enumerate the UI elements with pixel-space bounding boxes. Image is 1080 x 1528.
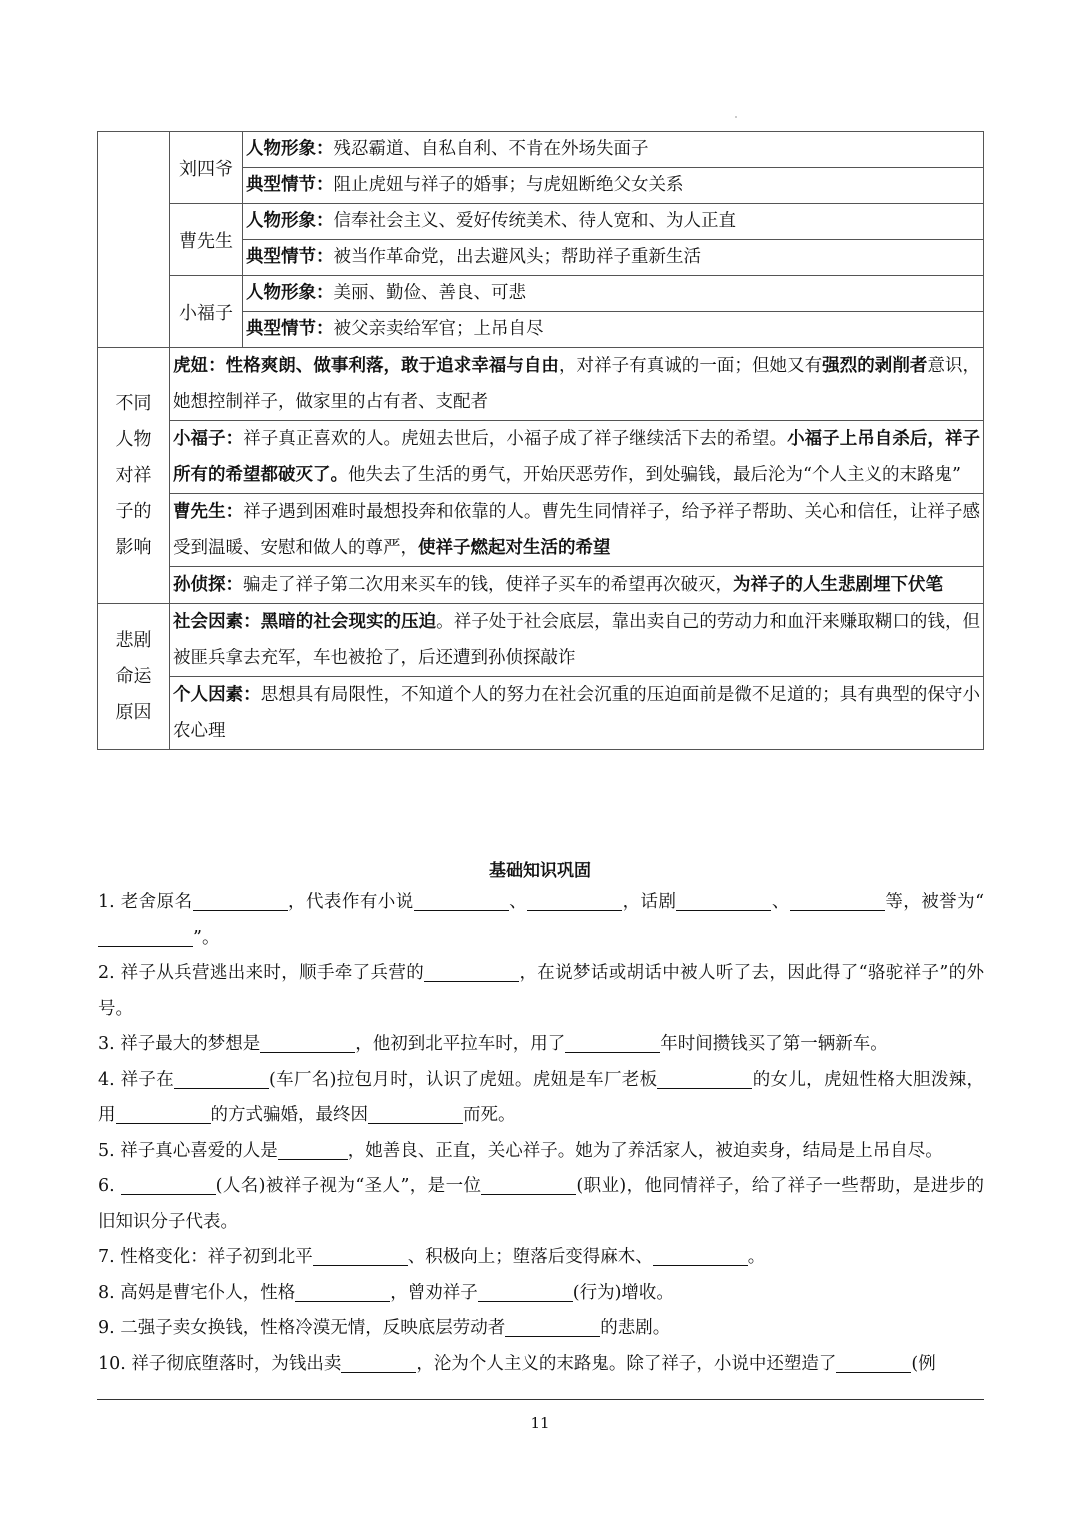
answer-blank[interactable] [121, 1172, 216, 1195]
text-run: 使祥子燃起对生活的希望 [418, 538, 611, 558]
question-text: (例 [911, 1353, 936, 1374]
question-text: 3. 祥子最大的梦想是 [98, 1034, 261, 1054]
text-run: 。祥子处于社会底层，靠出卖自己的劳动力和血汗来赚取糊口的钱，但被匪兵拿去充军，车也被抢了，后还遭到孙侦探敲诈 [173, 612, 981, 668]
section-title-char: 原因 [115, 701, 152, 723]
question-item [98, 1240, 984, 1276]
image-label: 人物形象： [246, 211, 334, 231]
person-image [243, 204, 984, 240]
question-text: 、 [508, 892, 528, 912]
answer-blank[interactable] [193, 888, 288, 911]
text-run: 思想具有局限性，不知道个人的努力在社会沉重的压迫面前是微不足道的；具有典型的保守小农心理 [173, 685, 981, 741]
question-item [98, 1134, 984, 1170]
question-text: ，曾劝祥子 [390, 1282, 478, 1303]
person-name: 曹先生 [170, 204, 243, 276]
answer-blank[interactable] [653, 1243, 748, 1266]
question-text: 年时间攒钱买了第一辆新车。 [660, 1034, 888, 1054]
question-text: ，他初到北平拉车时，用了 [355, 1034, 566, 1054]
question-text: ，话剧 [622, 892, 677, 912]
person-row [98, 132, 984, 168]
influence-row [98, 494, 984, 567]
character-table [97, 131, 984, 750]
answer-blank[interactable] [295, 1279, 390, 1302]
section-title-char: 不同 [115, 392, 152, 414]
text-run: 个人因素： [173, 685, 261, 705]
section-title-char: 影响 [115, 536, 152, 558]
influence-text [170, 567, 984, 604]
section-title-char: 子的 [115, 500, 152, 522]
question-text: 10. 祥子彻底堕落时，为钱出卖 [98, 1353, 342, 1374]
influence-title [98, 348, 170, 604]
question-text: 1. 老舍原名 [98, 892, 193, 912]
text-run: 虎妞：性格爽朗、做事利落，敢于追求幸福与自由 [173, 356, 559, 376]
text-run: 小福子上吊自杀后，祥子所有的希望都破灭了。 [173, 429, 981, 485]
text-run: 骗走了祥子第二次用来买车的钱，使祥子买车的希望再次破灭， [243, 575, 733, 595]
question-item [98, 956, 984, 1027]
influence-row [98, 421, 984, 494]
image-text: 美丽、勤俭、善良、可悲 [333, 283, 526, 303]
answer-blank[interactable] [505, 1314, 600, 1337]
question-item [98, 1063, 984, 1134]
answer-blank[interactable] [98, 924, 193, 947]
plot-text: 阻止虎妞与祥子的婚事；与虎妞断绝父女关系 [333, 175, 684, 195]
person-row [98, 204, 984, 240]
question-text: ，代表作有小说 [287, 892, 414, 912]
question-text: 的方式骗婚，最终因 [210, 1105, 368, 1125]
section-title: 基础知识巩固 [489, 861, 591, 881]
section-blank-cell [98, 132, 170, 348]
answer-blank[interactable] [424, 959, 519, 982]
answer-blank[interactable] [790, 888, 885, 911]
answer-blank[interactable] [260, 1030, 355, 1053]
answer-blank[interactable] [657, 1066, 752, 1089]
answer-blank[interactable] [676, 888, 771, 911]
question-text: 7. 性格变化：祥子初到北平 [98, 1247, 313, 1267]
question-text: 的悲剧。 [600, 1318, 671, 1338]
image-text: 信奉社会主义、爱好传统美术、待人宽和、为人正直 [333, 211, 736, 231]
plot-label: 典型情节： [246, 319, 334, 339]
question-text: 2. 祥子从兵营逃出来时，顺手牵了兵营的 [98, 963, 425, 983]
question-item [98, 1169, 984, 1240]
question-text: ，她善良、正直，关心祥子。她为了养活家人，被迫卖身，结局是上吊自尽。 [347, 1140, 943, 1161]
person-row [98, 276, 984, 312]
answer-blank[interactable] [481, 1172, 576, 1195]
question-text: (行为)增收。 [572, 1282, 674, 1303]
text-run: 强烈的剥削者 [822, 356, 928, 376]
influence-text [170, 494, 984, 567]
person-plot [243, 168, 984, 204]
answer-blank[interactable] [278, 1137, 348, 1160]
question-text: 9. 二强子卖女换钱，性格冷漠无情，反映底层劳动者 [98, 1318, 506, 1338]
tragedy-text [170, 677, 984, 750]
question-text: 、 [771, 892, 790, 912]
question-text: 5. 祥子真心喜爱的人是 [98, 1140, 278, 1161]
tragedy-title [98, 604, 170, 750]
answer-blank[interactable] [174, 1066, 269, 1089]
person-plot [243, 312, 984, 348]
question-text: ”。 [193, 927, 220, 948]
section-title-char: 命运 [115, 665, 152, 687]
question-text: ，沦为个人主义的末路鬼。除了祥子，小说中还塑造了 [416, 1353, 837, 1374]
footer-divider [97, 1399, 984, 1400]
question-text: 的女儿，虎妞性格大胆泼辣，用 [98, 1069, 985, 1125]
answer-blank[interactable] [313, 1243, 408, 1266]
question-item [98, 885, 984, 956]
text-run: 祥子遇到困难时最想投奔和依靠的人。曹先生同情祥子，给予祥子帮助、关心和信任，让祥子感受到温暖、安慰和做人的尊严， [173, 502, 981, 558]
text-run: 他失去了生活的勇气，开始厌恶劳作，到处骗钱，最后沦为“个人主义的末路鬼” [348, 465, 961, 485]
page-number: 11 [530, 1414, 550, 1432]
question-text: 6. [98, 1176, 121, 1196]
question-text: 、积极向上；堕落后变得麻木、 [407, 1247, 653, 1267]
question-text: 而死。 [463, 1105, 516, 1125]
question-item [98, 1347, 984, 1383]
question-text: (职业)，他同情祥子，给了祥子一些帮助，是进步的旧知识分子代表。 [98, 1176, 985, 1232]
image-text: 残忍霸道、自私自利、不肯在外场失面子 [333, 139, 649, 159]
influence-row [98, 348, 984, 421]
section-title-char: 人物 [115, 428, 152, 450]
question-text: ，在说梦话或胡话中被人听了去，因此得了“骆驼祥子”的外号。 [98, 963, 984, 1019]
image-label: 人物形象： [246, 139, 334, 159]
text-run: 祥子真正喜欢的人。虎妞去世后，小福子成了祥子继续活下去的希望。 [243, 429, 788, 449]
question-list [98, 885, 984, 1382]
answer-blank[interactable] [836, 1350, 911, 1373]
influence-text [170, 348, 984, 421]
text-run: 小福子： [173, 429, 244, 449]
answer-blank[interactable] [341, 1350, 416, 1373]
plot-label: 典型情节： [246, 175, 334, 195]
answer-blank[interactable] [368, 1101, 463, 1124]
image-label: 人物形象： [246, 283, 334, 303]
stray-dot [735, 116, 737, 118]
person-plot [243, 240, 984, 276]
question-item [98, 1311, 984, 1347]
question-text: 。 [747, 1247, 766, 1267]
person-image [243, 132, 984, 168]
section-title-char: 对祥 [115, 464, 152, 486]
question-item [98, 1027, 984, 1063]
influence-text [170, 421, 984, 494]
person-name: 刘四爷 [170, 132, 243, 204]
tragedy-row [98, 677, 984, 750]
question-text: 等，被誉为“ [884, 892, 985, 912]
question-text: 8. 高妈是曹宅仆人，性格 [98, 1282, 296, 1303]
question-text: 4. 祥子在 [98, 1069, 175, 1090]
influence-row [98, 567, 984, 604]
answer-blank[interactable] [116, 1101, 211, 1124]
plot-text: 被父亲卖给军官；上吊自尽 [333, 319, 544, 339]
tragedy-row [98, 604, 984, 677]
text-run: 孙侦探： [173, 575, 243, 595]
tragedy-text [170, 604, 984, 677]
plot-label: 典型情节： [246, 247, 334, 267]
answer-blank[interactable] [527, 888, 622, 911]
text-run: 意识，她想控制祥子，做家里的占有者、支配者 [173, 356, 981, 412]
text-run: 社会因素：黑暗的社会现实的压迫 [173, 612, 437, 632]
text-run: ，对祥子有真诚的一面；但她又有 [558, 356, 823, 376]
person-image [243, 276, 984, 312]
question-text: (车厂名)拉包月时，认识了虎妞。虎妞是车厂老板 [269, 1069, 658, 1090]
question-text: (人名)被祥子视为“圣人”，是一位 [215, 1176, 482, 1196]
answer-blank[interactable] [414, 888, 509, 911]
person-name: 小福子 [170, 276, 243, 348]
answer-blank[interactable] [565, 1030, 660, 1053]
answer-blank[interactable] [478, 1279, 573, 1302]
text-run: 为祥子的人生悲剧埋下伏笔 [733, 575, 943, 595]
question-item [98, 1276, 984, 1312]
section-title-char: 悲剧 [115, 629, 152, 651]
plot-text: 被当作革命党，出去避风头；帮助祥子重新生活 [333, 247, 701, 267]
text-run: 曹先生： [173, 502, 244, 522]
